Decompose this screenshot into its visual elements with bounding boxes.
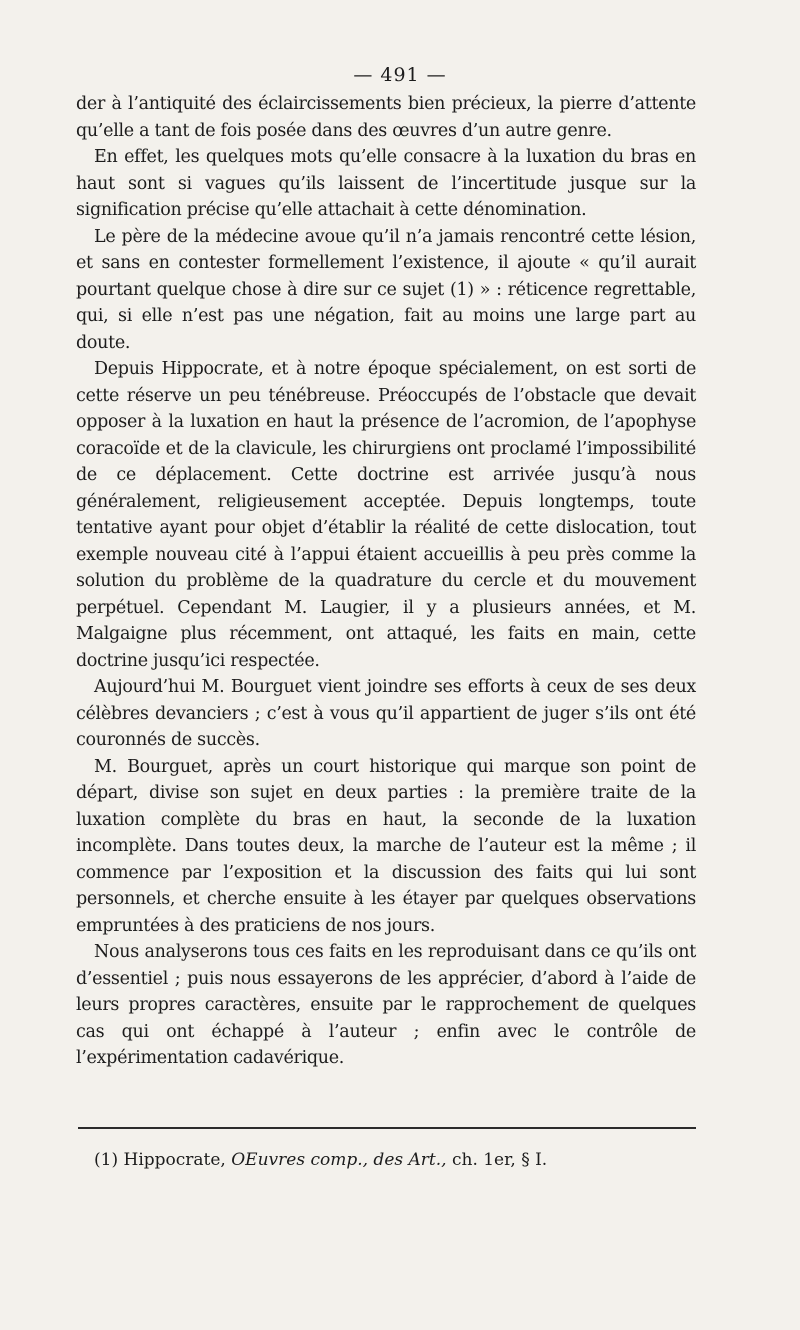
paragraph-1: der à l’antiquité des éclaircissements bien précieux, la pierre d’attente qu’elle a tant de fois posée dans des œuvres d’un autre genre. xyxy=(76,94,696,141)
footnote xyxy=(94,1150,694,1170)
paragraph-6: M. Bourguet, après un court historique qui marque son point de départ, divise son sujet en deux parties : la première traite de la luxation complète du bras en haut, la seconde de la luxation incomplète. Dans toutes deux, la marche de l’auteur est la même ; il commence par l’exposition et la discussion des faits qui lui sont personnels, et cherche ensuite à les étayer par quelques observations empruntées à des praticiens de nos jours. xyxy=(76,756,696,936)
footnote-work: OEuvres comp., des Art., xyxy=(231,1150,447,1170)
paragraph-2: En effet, les quelques mots qu’elle consacre à la luxation du bras en haut sont si vagues qu’ils laissent de l’incertitude jusque sur la signification précise qu’elle attachait à cette dénomination. xyxy=(76,147,696,220)
page-number: — 491 — xyxy=(353,64,447,86)
footnote-author: Hippocrate, xyxy=(123,1150,226,1170)
paragraph-4: Depuis Hippocrate, et à notre époque spécialement, on est sorti de cette réserve un peu ténébreuse. Préoccupés de l’obstacle que devait opposer à la luxation en haut la présence de l’acromion, de l’apophyse coracoïde et de la clavicule, les chirurgiens ont proclamé l’impossibilité de ce déplacement. Cette doctrine est arrivée jusqu’à nous généralement, religieusement acceptée. Depuis longtemps, toute tentative ayant pour objet d’établir la réalité de cette dislocation, tout exemple nouveau cité à l’appui étaient accueillis à peu près comme la solution du problème de la quadrature du cercle et du mouvement perpétuel. Cependant M. Laugier, il y a plusieurs années, et M. Malgaigne plus récemment, ont attaqué, les faits en main, cette doctrine jusqu’ici respectée. xyxy=(76,359,696,671)
footnote-mark: (1) xyxy=(94,1150,119,1170)
footnote-divider xyxy=(78,1127,696,1129)
body-text xyxy=(76,91,696,1072)
paragraph-7: Nous analyserons tous ces faits en les reproduisant dans ce qu’ils ont d’essentiel ; puis nous essayerons de les apprécier, d’abord à l’aide de leurs propres caractères, ensuite par le rapprochement de quelques cas qui ont échappé à l’auteur ; enfin avec le contrôle de l’expérimentation cadavérique. xyxy=(76,942,696,1068)
paragraph-5: Aujourd’hui M. Bourguet vient joindre ses efforts à ceux de ses deux célèbres devanciers ; c’est à vous qu’il appartient de juger s’ils ont été couronnés de succès. xyxy=(76,677,696,750)
footnote-reference: ch. 1er, § I. xyxy=(451,1150,548,1170)
paragraph-3: Le père de la médecine avoue qu’il n’a jamais rencontré cette lésion, et sans en contester formellement l’existence, il ajoute « qu’il aurait pourtant quelque chose à dire sur ce sujet (1) » : réticence regrettable, qui, si elle n’est pas une négation, fait au moins une large part au doute. xyxy=(76,226,696,353)
